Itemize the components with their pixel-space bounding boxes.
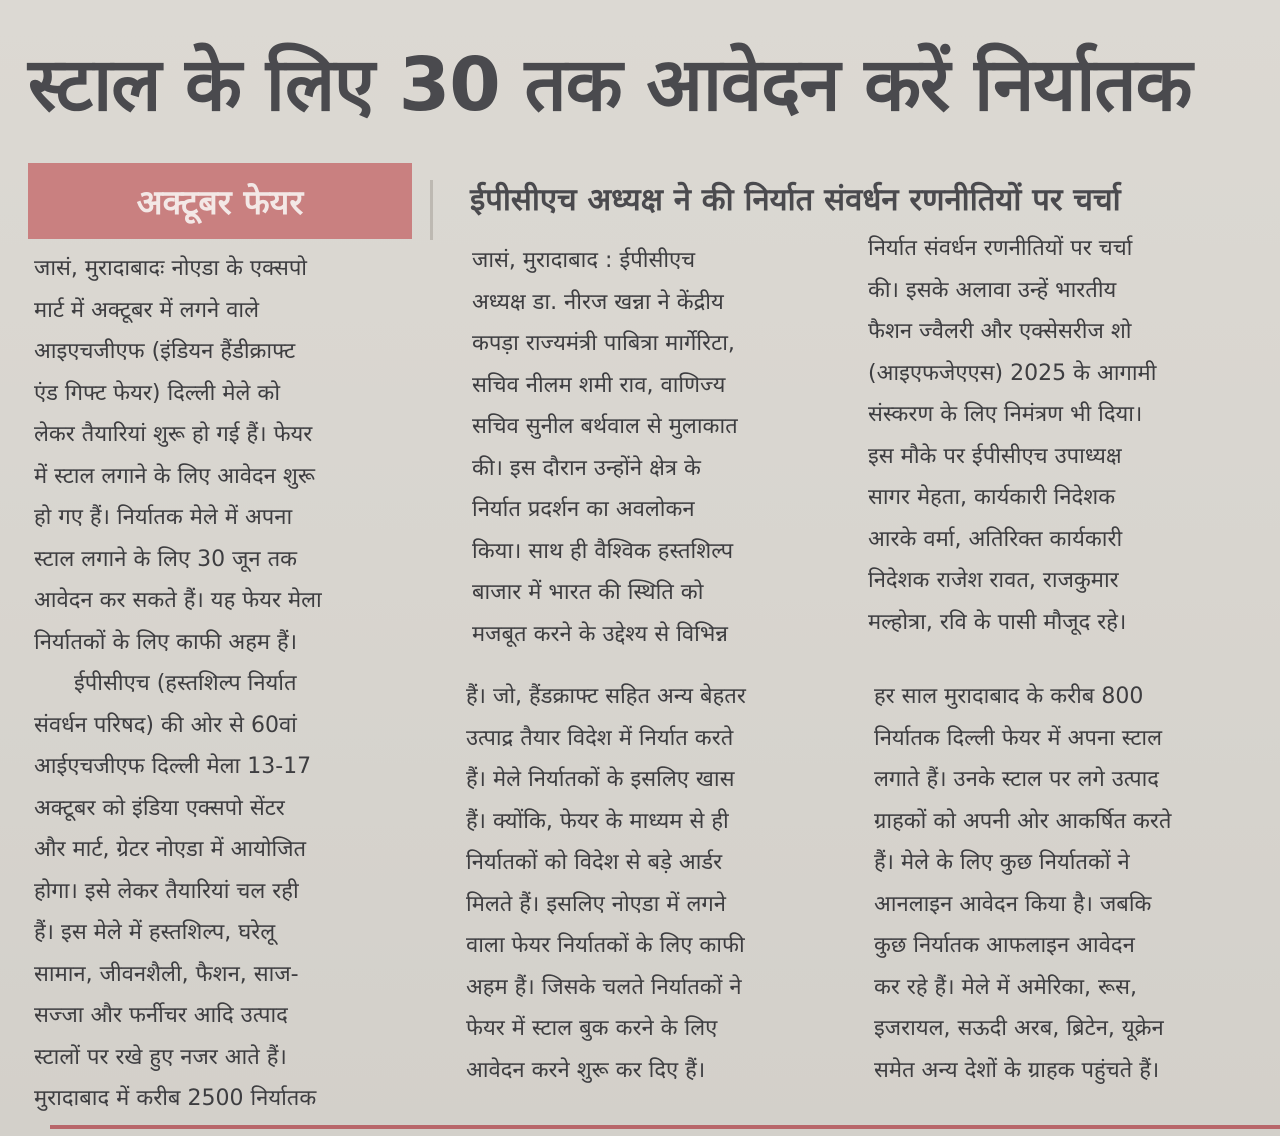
column-divider [430,180,433,240]
bottom-rule [50,1125,1280,1129]
text-line: मुरादाबाद में करीब 2500 निर्यातक [34,1086,317,1111]
text-line: (आइएफजेएएस) 2025 के आगामी [868,360,1157,386]
text-line: स्टालों पर रखे हुए नजर आते हैं। [34,1044,287,1070]
column-b-top [472,240,812,655]
text-line: हैं। जो, हैंडक्राफ्ट सहित अन्य बेहतर [466,684,746,709]
text-line: फैशन ज्वैलरी और एक्सेसरीज शो [868,319,1132,344]
text-line: निर्यात प्रदर्शन का अवलोकन [472,497,695,522]
text-line: इस मौके पर ईपीसीएच उपाध्यक्ष [868,443,1122,469]
text-line: आवेदन कर सकते हैं। यह फेयर मेला [34,588,322,613]
text-line: ईपीसीएच (हस्तशिल्प निर्यात [74,671,297,696]
text-line: निर्यातकों के लिए काफी अहम हैं। [34,629,298,655]
text-line: लगाते हैं। उनके स्टाल पर लगे उत्पाद [874,767,1159,792]
text-line: जासं, मुरादाबाद : ईपीसीएच [472,248,696,273]
section-label: अक्टूबर फेयर [28,163,412,239]
subheadline: ईपीसीएच अध्यक्ष ने की निर्यात संवर्धन रणनीतियों पर चर्चा [470,182,1121,218]
text-line: एंड गिफ्ट फेयर) दिल्ली मेले को [34,380,281,406]
text-line: की। इसके अलावा उन्हें भारतीय [868,277,1117,303]
text-line: बाजार में भारत की स्थिति को [472,580,704,605]
text-line: निर्यात संवर्धन रणनीतियों पर चर्चा [868,236,1133,261]
text-line: और मार्ट, ग्रेटर नोएडा में आयोजित [34,837,307,862]
text-line: संस्करण के लिए निमंत्रण भी दिया। [868,402,1143,427]
text-line: मल्होत्रा, रवि के पासी मौजूद रहे। [868,609,1127,635]
text-line: कपड़ा राज्यमंत्री पाबित्रा मार्गेरिटा, [472,331,735,356]
text-line: कुछ निर्यातक आफलाइन आवेदन [874,933,1135,958]
text-line: अध्यक्ष डा. नीरज खन्ना ने केंद्रीय [472,289,724,315]
text-line: हो गए हैं। निर्यातक मेले में अपना [34,505,293,530]
text-line: में स्टाल लगाने के लिए आवेदन शुरू [34,463,315,489]
text-line: अक्टूबर को इंडिया एक्सपो सेंटर [34,795,285,821]
text-line: निर्यातकों को विदेश से बड़े आर्डर [466,850,723,875]
text-line: इजरायल, सऊदी अरब, ब्रिटेन, यूक्रेन [874,1016,1164,1041]
text-line: उत्पाद्र तैयार विदेश में निर्यात करते [466,725,734,751]
text-line: लेकर तैयारियां शुरू हो गई हैं। फेयर [34,422,313,447]
text-line: होगा। इसे लेकर तैयारियां चल रही [34,878,299,904]
text-line: की। इस दौरान उन्होंने क्षेत्र के [472,455,701,481]
column-c-bottom [874,676,1254,1091]
text-line: सचिव सुनील बर्थवाल से मुलाकात [472,414,738,439]
text-line: कर रहे हैं। मेले में अमेरिका, रूस, [874,974,1137,1000]
text-line: समेत अन्य देशों के ग्राहक पहुंचते हैं। [874,1057,1160,1083]
text-line: निर्यातक दिल्ली फेयर में अपना स्टाल [874,725,1163,751]
headline: स्टाल के लिए 30 तक आवेदन करें निर्यातक [28,42,1192,128]
text-line: सामान, जीवनशैली, फैशन, साज- [34,961,299,987]
text-line: आइएचजीएफ (इंडियन हैंडीक्राफ्ट [34,339,296,364]
text-line: मिलते हैं। इसलिए नोएडा में लगने [466,891,726,917]
text-line: सागर मेहता, कार्यकारी निदेशक [868,485,1116,510]
text-line: हैं। इस मेले में हस्तशिल्प, घरेलू [34,920,276,945]
column-b-bottom [466,676,846,1091]
text-line: स्टाल लगाने के लिए 30 जून तक [34,546,298,572]
text-line: आरके वर्मा, अतिरिक्त कार्यकारी [868,526,1123,552]
text-line: मार्ट में अक्टूबर में लगने वाले [34,297,260,323]
text-line: जासं, मुरादाबादः नोएडा के एक्सपो [34,256,308,281]
text-line: आईएचजीएफ दिल्ली मेला 13-17 [34,754,312,779]
column-c-top [868,228,1228,643]
text-line: हैं। मेले के लिए कुछ निर्यातकों ने [874,850,1130,875]
text-line: हर साल मुरादाबाद के करीब 800 [874,684,1144,709]
text-line: वाला फेयर निर्यातकों के लिए काफी [466,933,745,958]
text-line: संवर्धन परिषद) की ओर से 60वां [34,712,297,738]
text-line: हैं। क्योंकि, फेयर के माध्यम से ही [466,808,729,834]
text-line: आवेदन करने शुरू कर दिए हैं। [466,1057,706,1083]
text-line: सज्जा और फर्नीचर आदि उत्पाद [34,1003,288,1028]
column-a [34,248,424,1120]
text-line: फेयर में स्टाल बुक करने के लिए [466,1016,718,1041]
text-line: सचिव नीलम शमी राव, वाणिज्य [472,372,726,398]
text-line: अहम हैं। जिसके चलते निर्यातकों ने [466,974,742,1000]
text-line: ग्राहकों को अपनी ओर आकर्षित करते [874,808,1172,834]
text-line: आनलाइन आवेदन किया है। जबकि [874,891,1152,917]
text-line: किया। साथ ही वैश्विक हस्तशिल्प [472,538,734,564]
text-line: मजबूत करने के उद्देश्य से विभिन्न [472,621,728,647]
text-line: निदेशक राजेश रावत, राजकुमार [868,568,1119,593]
text-line: हैं। मेले निर्यातकों के इसलिए खास [466,767,735,792]
